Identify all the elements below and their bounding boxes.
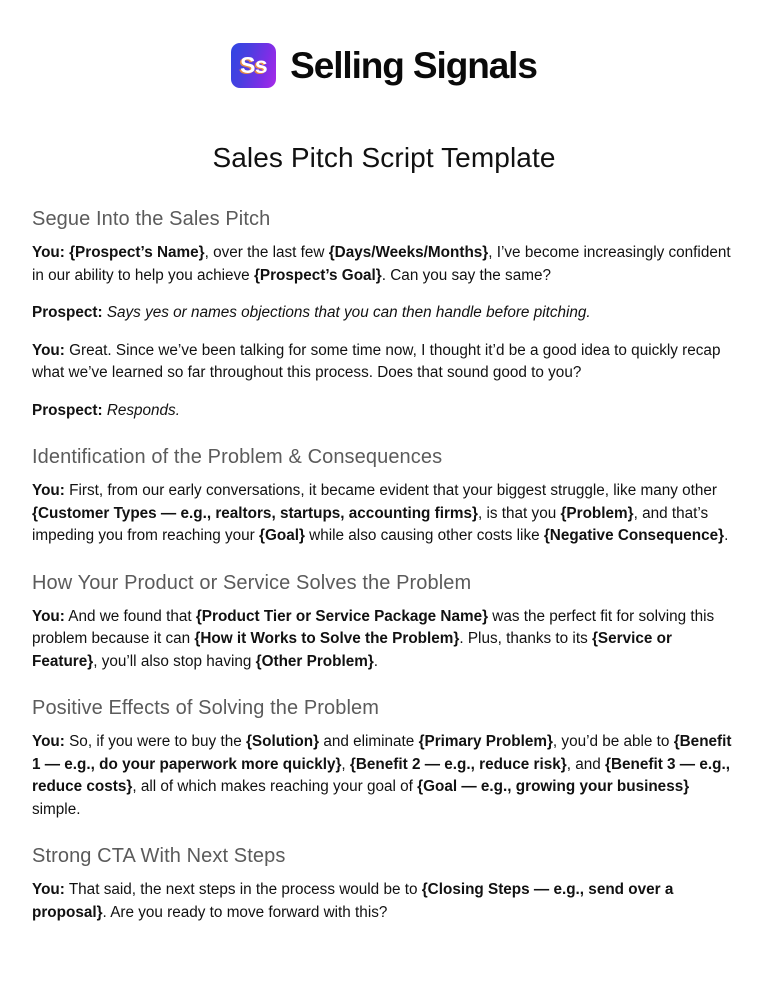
- line-text: .: [724, 527, 729, 544]
- page-title: Sales Pitch Script Template: [212, 142, 556, 173]
- placeholder-token: You:: [32, 881, 65, 898]
- placeholder-token: {Closing Steps — e.g., send over a proposal}: [32, 881, 674, 921]
- line-text: . Plus, thanks to its: [459, 630, 592, 647]
- line-text: . Are you ready to move forward with this?: [102, 903, 388, 921]
- placeholder-token: {Days/Weeks/Months}: [328, 244, 489, 261]
- script-line: [32, 302, 736, 325]
- line-text: , and that’s impeding you from reaching your: [32, 504, 709, 544]
- placeholder-token: {Other Problem}: [255, 652, 374, 670]
- line-text: So, if you were to buy the: [64, 733, 246, 750]
- logo-monogram: Ss: [240, 51, 268, 78]
- placeholder-token: {Problem}: [560, 504, 634, 522]
- placeholder-token: {Goal}: [259, 527, 305, 544]
- section-heading: Segue Into the Sales Pitch: [32, 208, 271, 230]
- placeholder-token: {Benefit 2 — e.g., reduce risk}: [349, 755, 567, 773]
- stage-direction: Says yes or names objections that you can then handle before pitching.: [106, 304, 591, 321]
- section-heading: Positive Effects of Solving the Problem: [32, 697, 380, 719]
- line-text: ,: [341, 755, 350, 773]
- script-line: [32, 480, 736, 548]
- placeholder-token: {Benefit 3 — e.g., reduce costs}: [32, 755, 730, 795]
- placeholder-token: {Negative Consequence}: [543, 527, 725, 544]
- line-text: Great. Since we’ve been talking for some time now, I thought it’d be a good idea to quickly recap what we’ve learned so far throughout this process. Does that sound good to you?: [32, 341, 721, 381]
- placeholder-token: You:: [32, 733, 65, 750]
- line-text: , all of which makes reaching your goal of: [132, 778, 418, 795]
- placeholder-token: Prospect:: [32, 304, 103, 321]
- placeholder-token: {Customer Types — e.g., realtors, startups, accounting firms}: [32, 504, 478, 522]
- script-section: [32, 208, 736, 422]
- stage-direction: Responds.: [106, 401, 180, 419]
- brand-header: [32, 0, 736, 96]
- placeholder-token: {Solution}: [245, 733, 320, 750]
- placeholder-token: {Product Tier or Service Package Name}: [195, 607, 489, 625]
- line-text: , is that you: [478, 504, 561, 522]
- script-line: [32, 400, 736, 423]
- section-heading: Identification of the Problem & Consequences: [32, 446, 443, 468]
- script-section: [32, 845, 736, 924]
- line-text: was the perfect fit for solving this problem because it can: [32, 607, 715, 647]
- script-line: [32, 606, 736, 674]
- placeholder-token: {Primary Problem}: [418, 733, 553, 750]
- sections-container: [32, 208, 736, 924]
- placeholder-token: {Prospect’s Goal}: [253, 266, 382, 284]
- script-line: [32, 340, 736, 385]
- line-text: and eliminate: [319, 733, 419, 750]
- script-line: [32, 731, 736, 821]
- script-section: [32, 697, 736, 821]
- placeholder-token: You: {Prospect’s Name}: [32, 244, 205, 261]
- line-text: , and: [566, 755, 605, 773]
- line-text: , you’ll also stop having: [93, 652, 256, 670]
- line-text: , over the last few: [204, 244, 329, 261]
- script-section: [32, 446, 736, 548]
- section-heading: How Your Product or Service Solves the Problem: [32, 571, 472, 594]
- placeholder-token: {Service or Feature}: [32, 630, 672, 670]
- placeholder-token: {Goal — e.g., growing your business}: [417, 778, 690, 795]
- section-heading: Strong CTA With Next Steps: [32, 845, 286, 867]
- selling-signals-logo-icon: [231, 43, 276, 88]
- placeholder-token: You:: [32, 607, 65, 625]
- placeholder-token: You:: [32, 482, 65, 499]
- line-text: , I’ve become increasingly confident in our ability to help you achieve: [32, 244, 731, 284]
- placeholder-token: Prospect:: [32, 401, 103, 419]
- line-text: .: [373, 652, 379, 670]
- placeholder-token: {Benefit 1 — e.g., do your paperwork more quickly}: [32, 733, 732, 773]
- line-text: First, from our early conversations, it became evident that your biggest struggle, like many other: [64, 482, 717, 499]
- line-text: while also causing other costs like: [304, 527, 544, 544]
- line-text: . Can you say the same?: [381, 266, 551, 284]
- line-text: simple.: [32, 800, 81, 818]
- placeholder-token: You:: [32, 341, 65, 359]
- script-line: [32, 879, 736, 924]
- script-section: [32, 572, 736, 674]
- line-text: , you’d be able to: [552, 733, 674, 750]
- placeholder-token: {How it Works to Solve the Problem}: [194, 630, 460, 647]
- script-line: [32, 242, 736, 287]
- brand-wordmark: Selling Signals: [290, 44, 537, 86]
- line-text: That said, the next steps in the process would be to: [64, 881, 422, 898]
- line-text: And we found that: [64, 607, 196, 625]
